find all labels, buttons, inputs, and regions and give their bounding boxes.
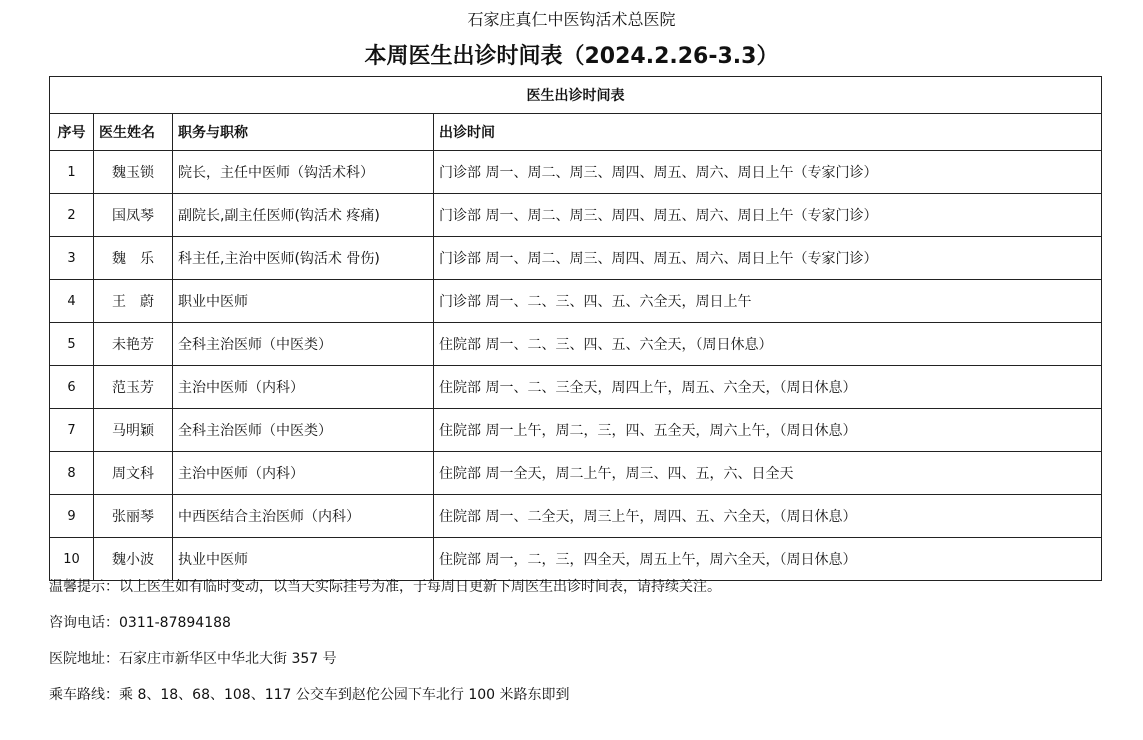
row-number: 2 <box>50 194 94 237</box>
clinic-schedule: 住院部 周一全天，周二上午，周三、四、五，六、日全天 <box>434 452 1102 495</box>
column-header-doctor-name: 医生姓名 <box>94 114 173 151</box>
table-row <box>50 194 1102 237</box>
table-row <box>50 151 1102 194</box>
doctor-name: 国凤琴 <box>94 194 173 237</box>
table-row <box>50 366 1102 409</box>
notes-section <box>49 578 1101 722</box>
doctor-name: 张丽琴 <box>94 495 173 538</box>
doctor-name: 范玉芳 <box>94 366 173 409</box>
clinic-schedule: 门诊部 周一、周二、周三、周四、周五、周六、周日上午（专家门诊） <box>434 151 1102 194</box>
doctor-schedule-table <box>49 76 1102 581</box>
doctor-title: 执业中医师 <box>173 538 434 581</box>
clinic-schedule: 住院部 周一上午，周二，三，四、五全天，周六上午，（周日休息） <box>434 409 1102 452</box>
row-number: 10 <box>50 538 94 581</box>
table-row <box>50 237 1102 280</box>
column-header-clinic-time: 出诊时间 <box>434 114 1102 151</box>
clinic-schedule: 门诊部 周一、周二、周三、周四、周五、周六、周日上午（专家门诊） <box>434 237 1102 280</box>
doctor-name: 周文科 <box>94 452 173 495</box>
column-header-position-title: 职务与职称 <box>173 114 434 151</box>
table-caption: 医生出诊时间表 <box>50 77 1102 114</box>
clinic-schedule: 住院部 周一、二、三、四、五、六全天，（周日休息） <box>434 323 1102 366</box>
doctor-name: 魏玉锁 <box>94 151 173 194</box>
row-number: 3 <box>50 237 94 280</box>
hospital-name: 石家庄真仁中医钩活术总医院 <box>467 10 676 29</box>
clinic-schedule: 门诊部 周一、二、三、四、五、六全天，周日上午 <box>434 280 1102 323</box>
doctor-name: 魏 乐 <box>94 237 173 280</box>
doctor-title: 科主任,主治中医师(钩活术 骨伤) <box>173 237 434 280</box>
doctor-title: 主治中医师（内科） <box>173 366 434 409</box>
doctor-title: 全科主治医师（中医类） <box>173 323 434 366</box>
clinic-schedule: 住院部 周一、二全天，周三上午，周四、五、六全天，（周日休息） <box>434 495 1102 538</box>
address-note: 医院地址：石家庄市新华区中华北大街 357 号 <box>49 651 337 667</box>
doctor-title: 副院长,副主任医师(钩活术 疼痛) <box>173 194 434 237</box>
table-row <box>50 452 1102 495</box>
doctor-name: 王 蔚 <box>94 280 173 323</box>
column-header-number: 序号 <box>50 114 94 151</box>
table-row <box>50 495 1102 538</box>
reminder-note: 温馨提示：以上医生如有临时变动，以当天实际挂号为准，于每周日更新下周医生出诊时间表，请持续关注。 <box>49 579 721 595</box>
row-number: 9 <box>50 495 94 538</box>
clinic-schedule: 门诊部 周一、周二、周三、周四、周五、周六、周日上午（专家门诊） <box>434 194 1102 237</box>
table-row <box>50 409 1102 452</box>
doctor-title: 院长，主任中医师（钩活术科） <box>173 151 434 194</box>
doctor-name: 马明颖 <box>94 409 173 452</box>
table-row <box>50 280 1102 323</box>
row-number: 8 <box>50 452 94 495</box>
doctor-title: 中西医结合主治医师（内科） <box>173 495 434 538</box>
doctor-title: 全科主治医师（中医类） <box>173 409 434 452</box>
doctor-title: 职业中医师 <box>173 280 434 323</box>
route-note: 乘车路线：乘 8、18、68、108、117 公交车到赵佗公园下车北行 100 米路东即到 <box>49 687 570 703</box>
row-number: 5 <box>50 323 94 366</box>
clinic-schedule: 住院部 周一、二、三全天，周四上午，周五、六全天，（周日休息） <box>434 366 1102 409</box>
doctor-title: 主治中医师（内科） <box>173 452 434 495</box>
doctor-name: 魏小波 <box>94 538 173 581</box>
table-row <box>50 538 1102 581</box>
doctor-name: 未艳芳 <box>94 323 173 366</box>
page-title: 本周医生出诊时间表（2024.2.26-3.3） <box>364 44 779 69</box>
table-header-row <box>50 114 1102 151</box>
row-number: 7 <box>50 409 94 452</box>
row-number: 6 <box>50 366 94 409</box>
row-number: 1 <box>50 151 94 194</box>
row-number: 4 <box>50 280 94 323</box>
clinic-schedule: 住院部 周一，二，三，四全天，周五上午，周六全天，（周日休息） <box>434 538 1102 581</box>
table-row <box>50 323 1102 366</box>
phone-note: 咨询电话：0311-87894188 <box>49 615 231 631</box>
table-caption-row <box>50 77 1102 114</box>
